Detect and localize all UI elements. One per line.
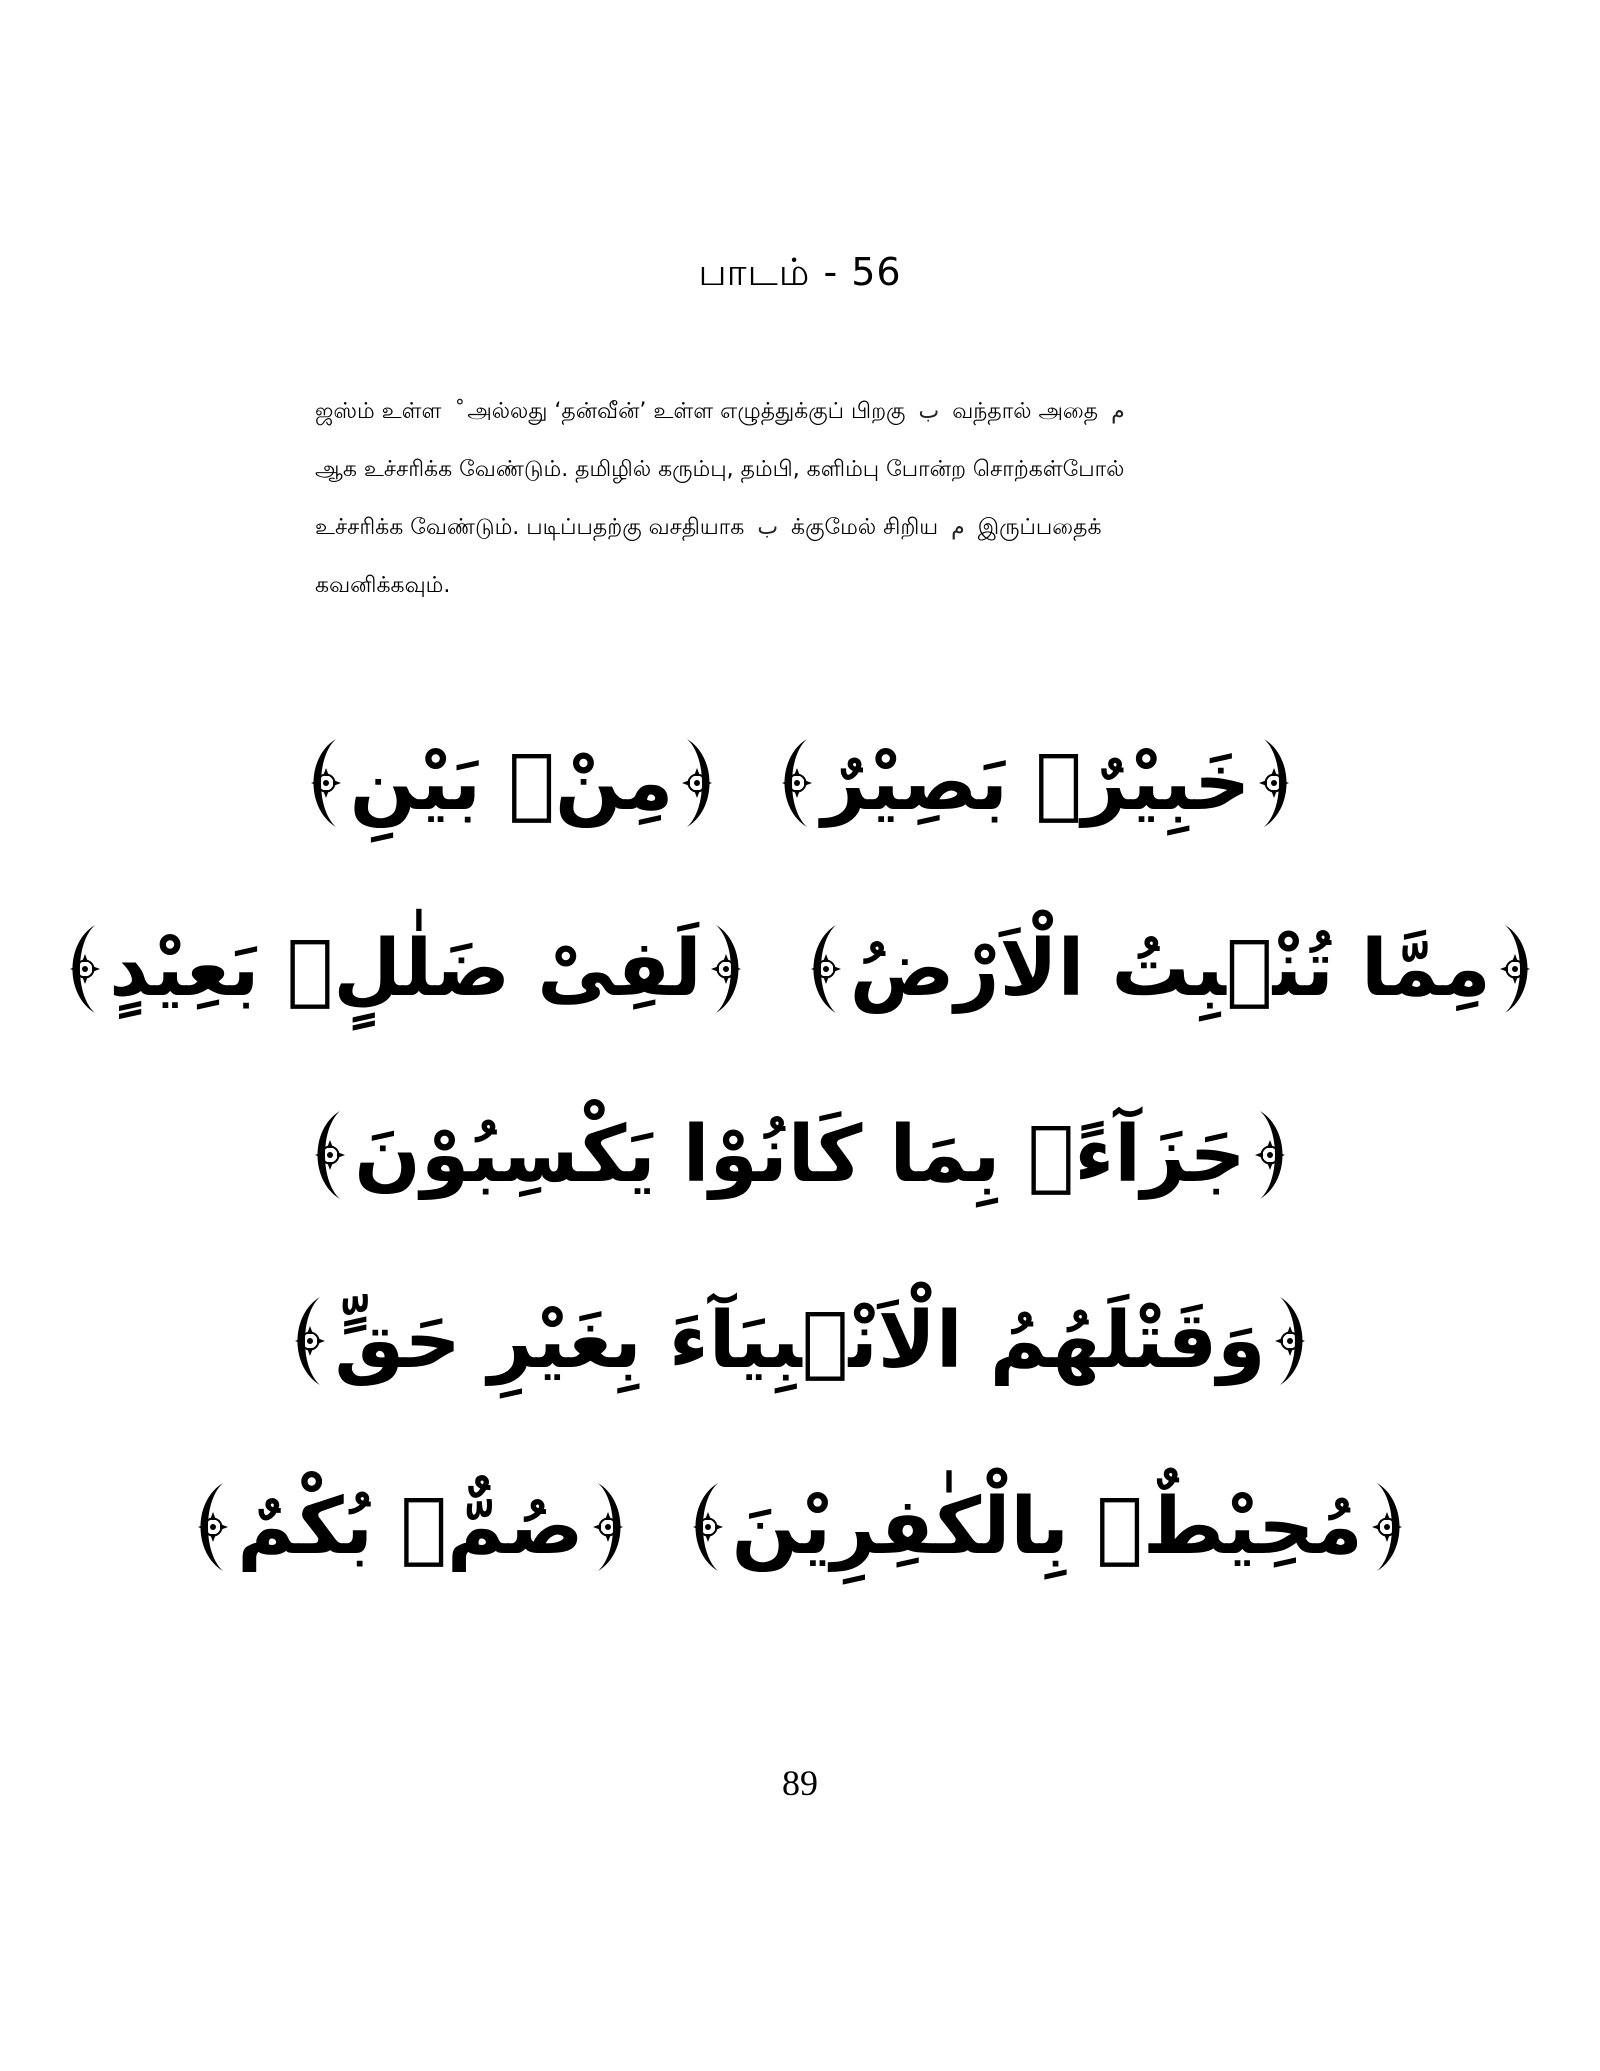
ornament-bracket-right-icon <box>590 1479 638 1575</box>
instruction-line-3 <box>315 504 1305 552</box>
arabic-phrase <box>796 911 1545 1028</box>
page-number: 89 <box>782 1763 818 1803</box>
instruction-paragraph <box>315 388 1305 620</box>
ornament-bracket-left-icon <box>796 921 844 1017</box>
arabic-phrase-text: صُمٌّۢ بُكْمٌ <box>237 1481 584 1572</box>
instruction-text: இருப்பதைக் <box>977 515 1102 540</box>
arabic-phrase-text: مِنْۢ بَيْنِ <box>349 737 674 828</box>
instruction-line-4 <box>315 562 1305 610</box>
verse-row <box>0 1248 1600 1434</box>
ornament-bracket-right-icon <box>1369 1479 1417 1575</box>
arabic-jazm-sign <box>448 399 460 424</box>
arabic-phrase <box>678 1469 1417 1586</box>
ornament-bracket-right-icon <box>1256 735 1304 831</box>
arabic-phrase <box>183 1469 637 1586</box>
arabic-verses <box>0 690 1600 1620</box>
ornament-bracket-right-icon <box>708 921 756 1017</box>
arabic-phrase-text: وَقَتْلَهُمُ الْاَنْۢبِيَآءَ بِغَيْرِ حَقٍّ <box>334 1295 1266 1386</box>
instruction-text: கவனிக்கவும். <box>315 573 451 598</box>
instruction-line-2 <box>315 446 1305 494</box>
verse-row <box>0 1434 1600 1620</box>
lesson-title: பாடம் - 56 <box>698 250 902 294</box>
arabic-phrase-text: لَفِىْ ضَلٰلٍۢ بَعِيْدٍ <box>109 923 702 1014</box>
ornament-bracket-right-icon <box>1272 1293 1320 1389</box>
instruction-text: அல்லது ‘தன்வீன்’ உள்ள எழுத்துக்குப் பிறகு <box>467 399 906 424</box>
arabic-letter-ba: ب <box>918 399 940 424</box>
instruction-text: ஆக உச்சரிக்க வேண்டும். தமிழில் கரும்பு, தம்பி, களிம்பு போன்ற சொற்கள்போல் <box>315 457 1125 482</box>
arabic-phrase-text: مِمَّا تُنْۢبِتُ الْاَرْضُ <box>849 923 1491 1014</box>
ornament-bracket-left-icon <box>280 1293 328 1389</box>
arabic-phrase <box>300 1097 1299 1214</box>
arabic-letter-ba: ب <box>757 515 779 540</box>
arabic-phrase <box>280 1283 1319 1400</box>
ornament-bracket-left-icon <box>55 921 103 1017</box>
ornament-bracket-left-icon <box>300 1107 348 1203</box>
ornament-bracket-left-icon <box>678 1479 726 1575</box>
arabic-phrase <box>296 725 728 842</box>
arabic-phrase-text: خَبِيْرٌۢ بَصِيْرٌ <box>821 737 1251 828</box>
ornament-bracket-left-icon <box>296 735 344 831</box>
verse-row <box>0 876 1600 1062</box>
instruction-line-1 <box>315 388 1305 436</box>
ornament-bracket-left-icon <box>183 1479 231 1575</box>
verse-row <box>0 1062 1600 1248</box>
instruction-text: வந்தால் அதை <box>952 399 1099 424</box>
arabic-letter-mim: م <box>951 515 965 540</box>
ornament-bracket-right-icon <box>1252 1107 1300 1203</box>
arabic-phrase-text: مُحِيْطٌۢ بِالْكٰفِرِيْنَ <box>731 1481 1363 1572</box>
verse-row <box>0 690 1600 876</box>
instruction-text: உச்சரிக்க வேண்டும். படிப்பதற்கு வசதியாக <box>315 515 745 540</box>
instruction-text: ஜஸ்ம் உள்ள <box>315 399 442 424</box>
ornament-bracket-left-icon <box>767 735 815 831</box>
instruction-text: க்குமேல் சிறிய <box>791 515 939 540</box>
ornament-bracket-right-icon <box>1497 921 1545 1017</box>
arabic-phrase-text: جَزَآءًۢ بِمَا كَانُوْا يَكْسِبُوْنَ <box>354 1109 1246 1200</box>
arabic-phrase <box>55 911 756 1028</box>
arabic-letter-mim: م <box>1111 399 1125 424</box>
ornament-bracket-right-icon <box>679 735 727 831</box>
arabic-phrase <box>767 725 1304 842</box>
